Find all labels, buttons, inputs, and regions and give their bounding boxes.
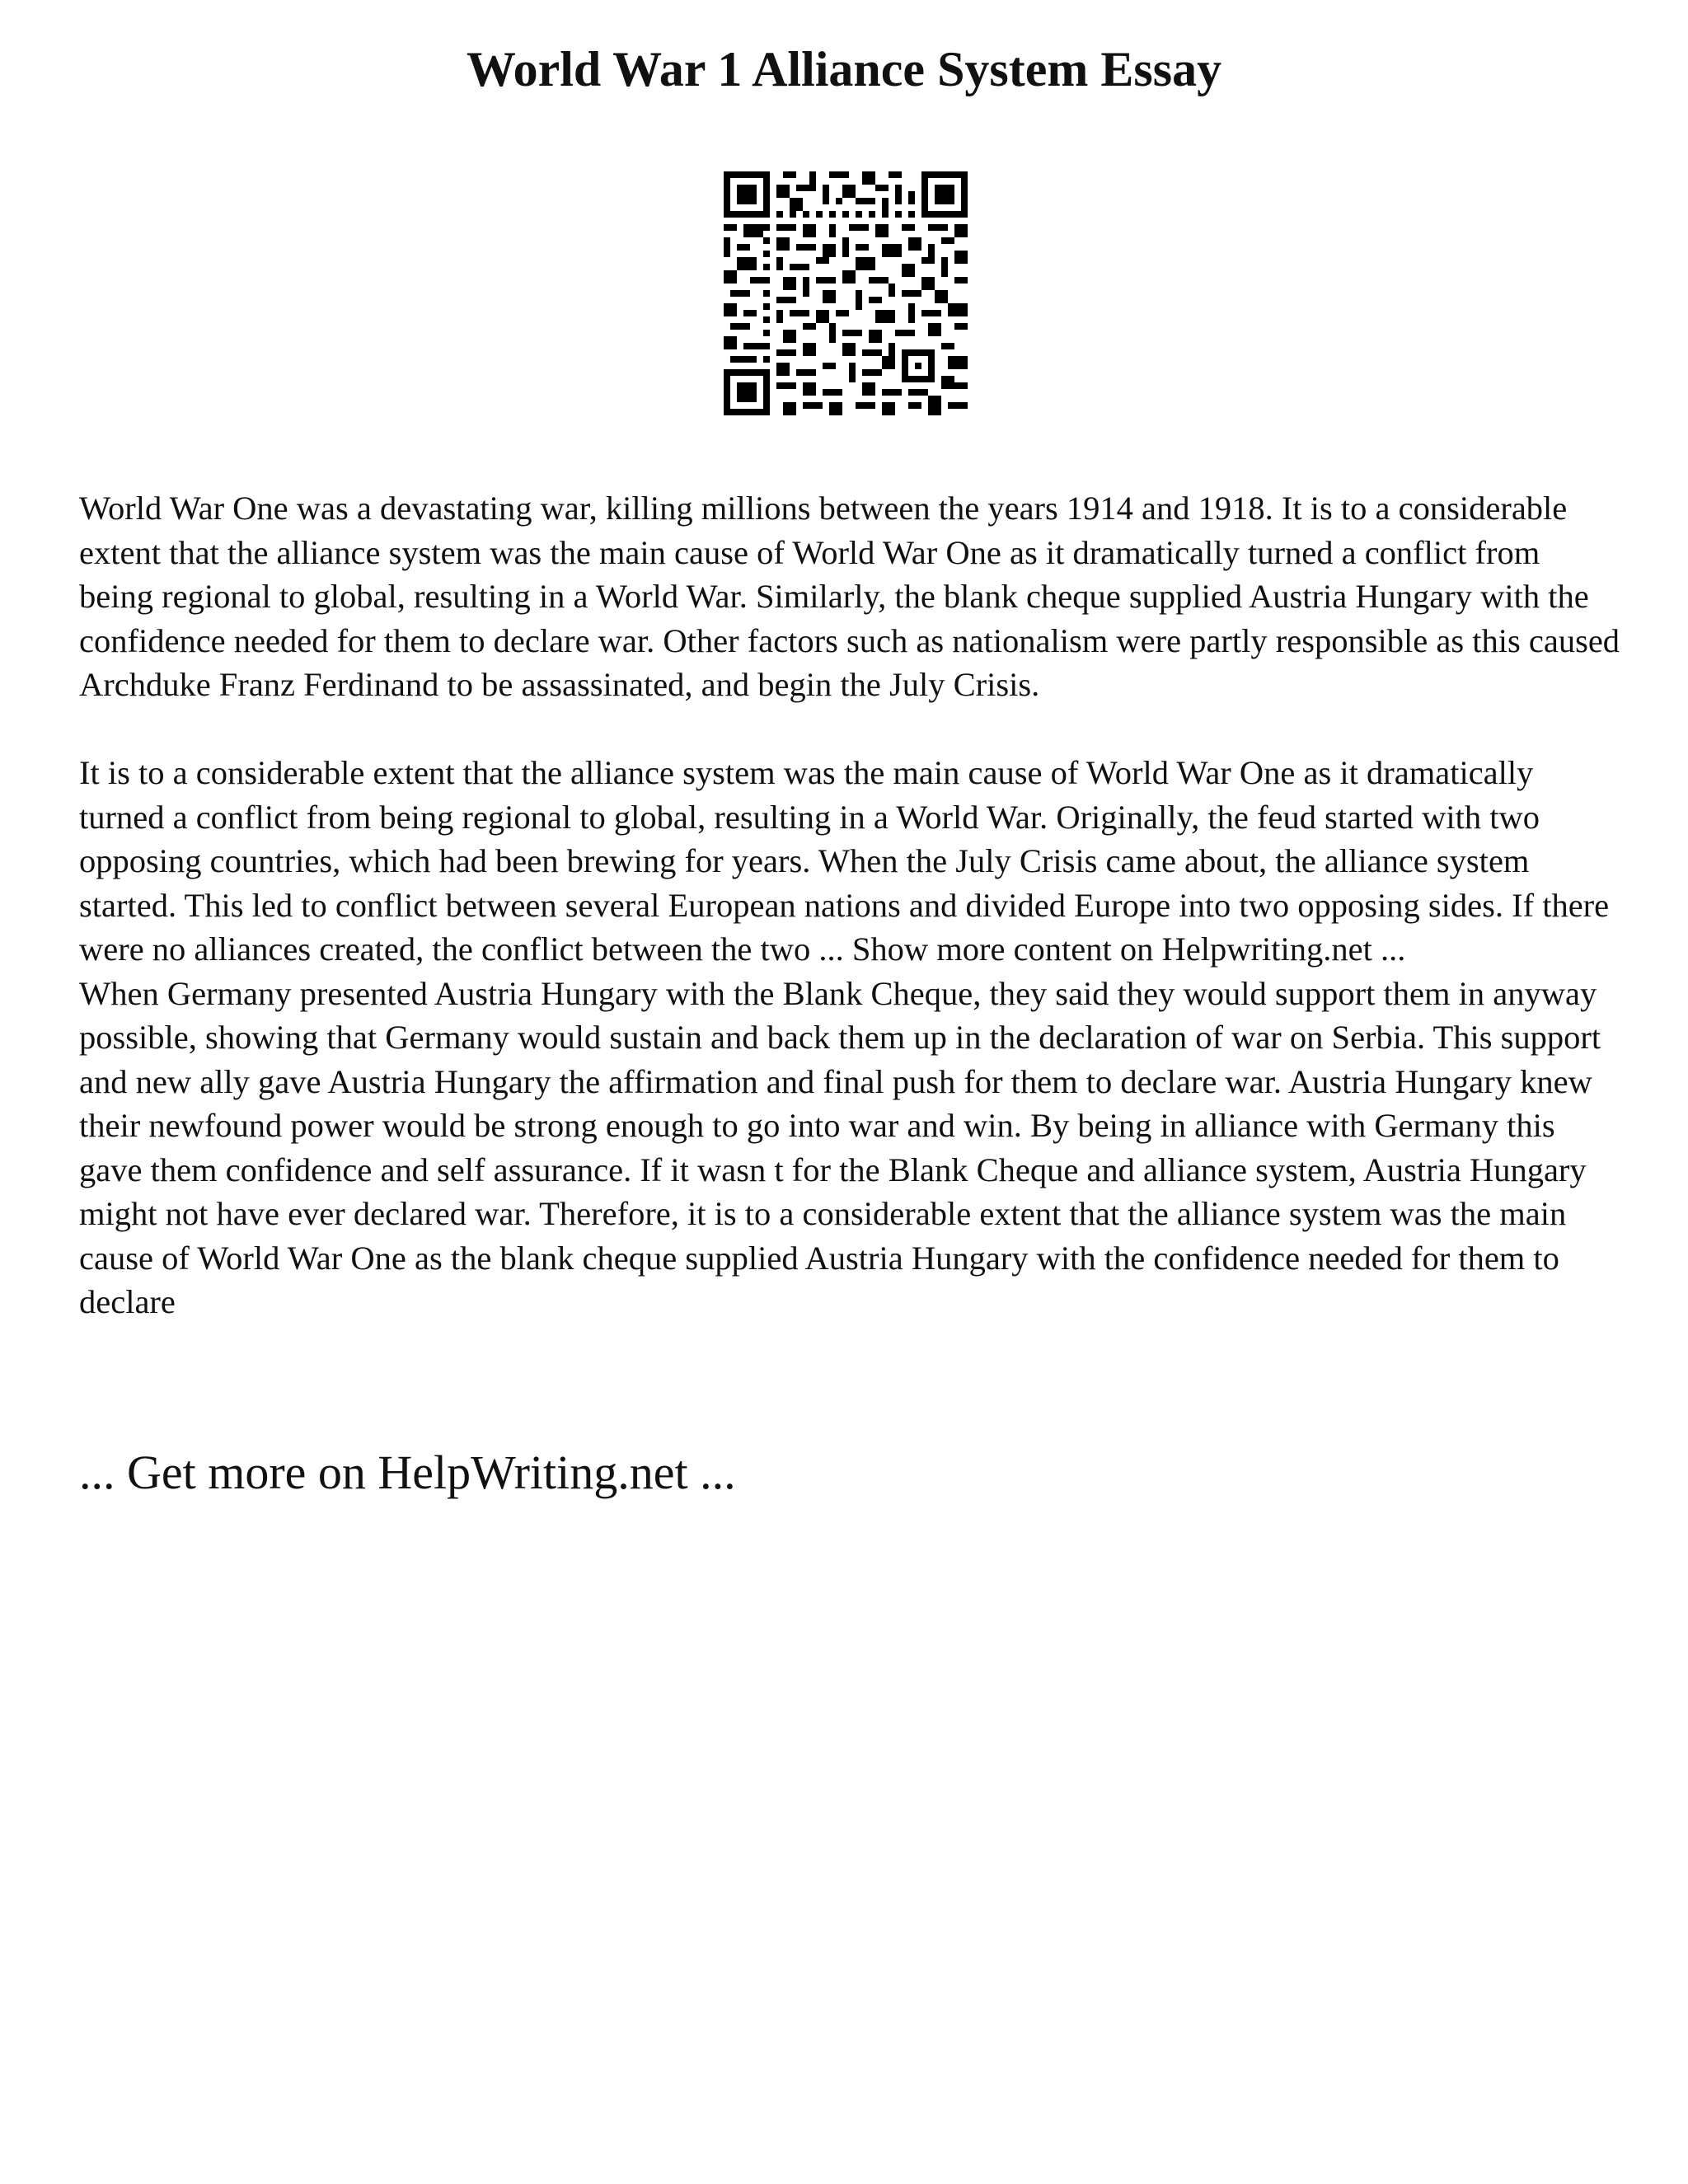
essay-paragraph-blank-cheque: When Germany presented Austria Hungary with the Blank Cheque, they said they would support them in anyway possible, showing that Germany would sustain and back them up in the declaration of war on Serbia. This support and new ally gave Austria Hungary the affirmation and final push for them to declare war. Austria Hungary knew their newfound power would be strong enough to go into war and win. By being in alliance with Germany this gave them confidence and self assurance. If it wasn t for the Blank Cheque and alliance system, Austria Hungary might not have ever declared war. Therefore, it is to a considerable extent that the alliance system was the main cause of World War One as the blank cheque supplied Austria Hungary with the confidence needed for them to declare: [79, 974, 1601, 1320]
get-more-link[interactable]: ... Get more on HelpWriting.net ...: [79, 1446, 736, 1499]
essay-body: [79, 486, 1620, 1324]
qr-code-icon: [724, 171, 968, 415]
essay-paragraph-intro: World War One was a devastating war, killing millions between the years 1914 and 1918. It is to a considerable extent that the alliance system was the main cause of World War One as it dramatically turned a conflict from being regional to global, resulting in a World War. Similarly, the blank cheque supplied Austria Hungary with the confidence needed for them to declare war. Other factors such as nationalism were partly responsible as this caused Archduke Franz Ferdinand to be assassinated, and begin the July Crisis.: [79, 490, 1620, 703]
essay-paragraph-alliance: It is to a considerable extent that the alliance system was the main cause of World War One as it dramatically turned a conflict from being regional to global, resulting in a World War. Originally, the feud started with two opposing countries, which had been brewing for years. When the July Crisis came about, the alliance system started. This led to conflict between several European nations and divided Europe into two opposing sides. If there were no alliances created, the conflict between the two ... Show more content on Helpwriting.net ...: [79, 754, 1610, 968]
page-title: World War 1 Alliance System Essay: [466, 42, 1222, 96]
